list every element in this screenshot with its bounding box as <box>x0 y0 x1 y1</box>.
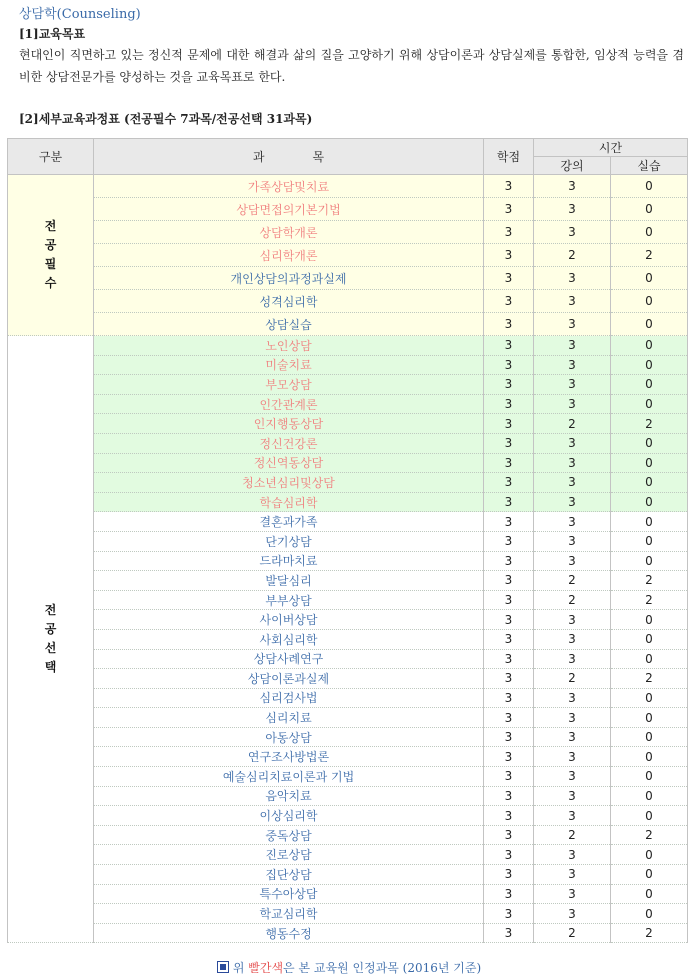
cell-practice: 0 <box>611 453 688 473</box>
cell-credit: 3 <box>484 355 534 375</box>
cell-lecture: 3 <box>534 290 611 313</box>
cell-credit: 3 <box>484 244 534 267</box>
cell-credit: 3 <box>484 649 534 669</box>
cell-credit: 3 <box>484 610 534 630</box>
cell-practice: 0 <box>611 865 688 885</box>
cell-practice: 2 <box>611 923 688 943</box>
cell-credit: 3 <box>484 767 534 787</box>
cell-lecture: 3 <box>534 904 611 924</box>
table-row <box>8 884 688 904</box>
cell-practice: 0 <box>611 786 688 806</box>
subject-name: 사이버상담 <box>94 610 484 630</box>
subject-name: 결혼과가족 <box>94 512 484 532</box>
cell-practice: 0 <box>611 688 688 708</box>
cell-credit: 3 <box>484 492 534 512</box>
cell-lecture: 3 <box>534 845 611 865</box>
subject-name: 정신건강론 <box>94 433 484 453</box>
cell-practice: 0 <box>611 531 688 551</box>
cell-practice: 2 <box>611 669 688 689</box>
table-row <box>8 221 688 244</box>
table-row <box>8 453 688 473</box>
cell-credit: 3 <box>484 786 534 806</box>
note-prefix: 위 <box>232 961 249 975</box>
subject-name: 중독상담 <box>94 825 484 845</box>
legend-note <box>0 959 698 976</box>
subject-name: 개인상담의과정과실제 <box>94 267 484 290</box>
table-row <box>8 747 688 767</box>
subject-name: 노인상담 <box>94 336 484 356</box>
table-row <box>8 571 688 591</box>
table-row <box>8 845 688 865</box>
cell-practice: 0 <box>611 747 688 767</box>
cell-lecture: 3 <box>534 433 611 453</box>
cell-lecture: 3 <box>534 629 611 649</box>
cell-credit: 3 <box>484 473 534 493</box>
table-row <box>8 394 688 414</box>
curriculum-heading: [2]세부교육과정표 (전공필수 7과목/전공선택 31과목) <box>19 112 313 126</box>
header-practice: 실습 <box>611 157 688 175</box>
cell-credit: 3 <box>484 375 534 395</box>
cell-lecture: 3 <box>534 884 611 904</box>
cell-credit: 3 <box>484 669 534 689</box>
cell-lecture: 3 <box>534 175 611 198</box>
table-row <box>8 649 688 669</box>
category-label: 전공선택 <box>44 603 57 675</box>
subject-name: 상담사례연구 <box>94 649 484 669</box>
cell-practice: 0 <box>611 313 688 336</box>
cell-credit: 3 <box>484 904 534 924</box>
table-row <box>8 727 688 747</box>
cell-practice: 0 <box>611 512 688 532</box>
cell-practice: 0 <box>611 433 688 453</box>
table-row <box>8 492 688 512</box>
table-row <box>8 375 688 395</box>
cell-lecture: 3 <box>534 267 611 290</box>
subject-name: 사회심리학 <box>94 629 484 649</box>
table-row <box>8 290 688 313</box>
cell-credit: 3 <box>484 571 534 591</box>
cell-credit: 3 <box>484 336 534 356</box>
cell-credit: 3 <box>484 290 534 313</box>
cell-practice: 0 <box>611 175 688 198</box>
cell-lecture: 3 <box>534 336 611 356</box>
cell-credit: 3 <box>484 512 534 532</box>
cell-practice: 0 <box>611 767 688 787</box>
cell-practice: 0 <box>611 708 688 728</box>
table-row <box>8 244 688 267</box>
cell-lecture: 2 <box>534 244 611 267</box>
cell-credit: 3 <box>484 453 534 473</box>
cell-lecture: 3 <box>534 512 611 532</box>
header-subject: 과 목 <box>94 139 484 175</box>
table-row <box>8 473 688 493</box>
cell-credit: 3 <box>484 551 534 571</box>
cell-lecture: 3 <box>534 375 611 395</box>
table-row <box>8 414 688 434</box>
cell-lecture: 3 <box>534 767 611 787</box>
table-row <box>8 198 688 221</box>
cell-lecture: 2 <box>534 923 611 943</box>
subject-name: 청소년심리및상담 <box>94 473 484 493</box>
curriculum-table <box>7 138 688 943</box>
cell-practice: 0 <box>611 375 688 395</box>
subject-name: 부부상담 <box>94 590 484 610</box>
cell-practice: 2 <box>611 571 688 591</box>
subject-name: 학교심리학 <box>94 904 484 924</box>
category-required <box>8 175 94 336</box>
cell-lecture: 3 <box>534 708 611 728</box>
cell-lecture: 3 <box>534 198 611 221</box>
note-suffix: 은 본 교육원 인정과목 (2016년 기준) <box>283 961 482 975</box>
cell-credit: 3 <box>484 865 534 885</box>
note-highlight: 빨간색 <box>248 961 284 975</box>
cell-lecture: 3 <box>534 355 611 375</box>
cell-lecture: 3 <box>534 221 611 244</box>
cell-lecture: 2 <box>534 590 611 610</box>
subject-name: 진로상담 <box>94 845 484 865</box>
cell-credit: 3 <box>484 590 534 610</box>
cell-practice: 0 <box>611 551 688 571</box>
cell-lecture: 3 <box>534 747 611 767</box>
header-credit: 학점 <box>484 139 534 175</box>
subject-name: 예술심리치료이론과 기법 <box>94 767 484 787</box>
subject-name: 성격심리학 <box>94 290 484 313</box>
cell-practice: 2 <box>611 414 688 434</box>
subject-name: 심리치료 <box>94 708 484 728</box>
subject-name: 집단상담 <box>94 865 484 885</box>
cell-practice: 0 <box>611 904 688 924</box>
subject-name: 상담실습 <box>94 313 484 336</box>
table-row <box>8 433 688 453</box>
cell-practice: 2 <box>611 825 688 845</box>
cell-credit: 3 <box>484 221 534 244</box>
cell-lecture: 3 <box>534 551 611 571</box>
cell-lecture: 3 <box>534 473 611 493</box>
table-row <box>8 669 688 689</box>
cell-credit: 3 <box>484 806 534 826</box>
cell-lecture: 3 <box>534 610 611 630</box>
header-lecture: 강의 <box>534 157 611 175</box>
table-row <box>8 923 688 943</box>
cell-credit: 3 <box>484 313 534 336</box>
cell-lecture: 2 <box>534 825 611 845</box>
cell-credit: 3 <box>484 688 534 708</box>
subject-name: 미술치료 <box>94 355 484 375</box>
square-bullet-icon <box>217 961 229 973</box>
subject-name: 드라마치료 <box>94 551 484 571</box>
cell-credit: 3 <box>484 198 534 221</box>
cell-lecture: 3 <box>534 806 611 826</box>
table-row <box>8 708 688 728</box>
cell-lecture: 3 <box>534 786 611 806</box>
cell-practice: 0 <box>611 290 688 313</box>
table-row <box>8 531 688 551</box>
subject-name: 발달심리 <box>94 571 484 591</box>
cell-lecture: 3 <box>534 727 611 747</box>
cell-credit: 3 <box>484 414 534 434</box>
cell-practice: 0 <box>611 221 688 244</box>
cell-practice: 0 <box>611 473 688 493</box>
cell-practice: 0 <box>611 610 688 630</box>
cell-credit: 3 <box>484 175 534 198</box>
subject-name: 학습심리학 <box>94 492 484 512</box>
cell-credit: 3 <box>484 923 534 943</box>
cell-credit: 3 <box>484 708 534 728</box>
table-row <box>8 313 688 336</box>
category-elective <box>8 336 94 943</box>
table-row <box>8 806 688 826</box>
subject-name: 단기상담 <box>94 531 484 551</box>
cell-lecture: 3 <box>534 394 611 414</box>
cell-credit: 3 <box>484 845 534 865</box>
goal-text: 현대인이 직면하고 있는 정신적 문제에 대한 해결과 삶의 질을 고양하기 위해 상담이론과 상담실제를 통합한, 임상적 능력을 겸비한 상담전문가를 양성하는 것을 교육목표로 한다. <box>19 48 684 84</box>
subject-name: 심리학개론 <box>94 244 484 267</box>
cell-practice: 2 <box>611 590 688 610</box>
table-row <box>8 355 688 375</box>
cell-lecture: 2 <box>534 669 611 689</box>
cell-practice: 2 <box>611 244 688 267</box>
subject-name: 연구조사방법론 <box>94 747 484 767</box>
table-row <box>8 904 688 924</box>
cell-practice: 0 <box>611 806 688 826</box>
subject-name: 부모상담 <box>94 375 484 395</box>
cell-credit: 3 <box>484 884 534 904</box>
subject-name: 행동수정 <box>94 923 484 943</box>
header-category: 구분 <box>8 139 94 175</box>
cell-lecture: 3 <box>534 688 611 708</box>
subject-name: 심리검사법 <box>94 688 484 708</box>
cell-practice: 0 <box>611 884 688 904</box>
cell-practice: 0 <box>611 649 688 669</box>
cell-practice: 0 <box>611 336 688 356</box>
table-row <box>8 267 688 290</box>
cell-credit: 3 <box>484 747 534 767</box>
cell-practice: 0 <box>611 727 688 747</box>
cell-practice: 0 <box>611 394 688 414</box>
cell-practice: 0 <box>611 845 688 865</box>
cell-lecture: 3 <box>534 492 611 512</box>
subject-name: 상담학개론 <box>94 221 484 244</box>
table-row <box>8 610 688 630</box>
category-label: 전공필수 <box>44 219 57 290</box>
cell-credit: 3 <box>484 433 534 453</box>
cell-credit: 3 <box>484 267 534 290</box>
cell-lecture: 3 <box>534 531 611 551</box>
cell-lecture: 2 <box>534 414 611 434</box>
cell-practice: 0 <box>611 629 688 649</box>
subject-name: 특수아상담 <box>94 884 484 904</box>
cell-credit: 3 <box>484 531 534 551</box>
cell-practice: 0 <box>611 267 688 290</box>
cell-lecture: 3 <box>534 313 611 336</box>
cell-lecture: 3 <box>534 453 611 473</box>
cell-credit: 3 <box>484 727 534 747</box>
page-title: 상담학(Counseling) <box>19 7 141 22</box>
subject-name: 가족상담및치료 <box>94 175 484 198</box>
cell-practice: 0 <box>611 355 688 375</box>
cell-credit: 3 <box>484 394 534 414</box>
header-hours: 시간 <box>534 139 688 157</box>
subject-name: 상담이론과실제 <box>94 669 484 689</box>
table-row <box>8 590 688 610</box>
table-row <box>8 512 688 532</box>
subject-name: 상담면접의기본기법 <box>94 198 484 221</box>
table-row <box>8 767 688 787</box>
table-row <box>8 551 688 571</box>
cell-practice: 0 <box>611 198 688 221</box>
goal-heading: [1]교육목표 <box>19 27 86 41</box>
table-row <box>8 336 688 356</box>
subject-name: 인지행동상담 <box>94 414 484 434</box>
subject-name: 정신역동상담 <box>94 453 484 473</box>
table-row <box>8 865 688 885</box>
subject-name: 인간관계론 <box>94 394 484 414</box>
table-row <box>8 175 688 198</box>
cell-credit: 3 <box>484 825 534 845</box>
cell-credit: 3 <box>484 629 534 649</box>
subject-name: 음악치료 <box>94 786 484 806</box>
table-row <box>8 786 688 806</box>
subject-name: 이상심리학 <box>94 806 484 826</box>
cell-practice: 0 <box>611 492 688 512</box>
table-row <box>8 629 688 649</box>
cell-lecture: 2 <box>534 571 611 591</box>
table-row <box>8 688 688 708</box>
cell-lecture: 3 <box>534 649 611 669</box>
table-row <box>8 825 688 845</box>
curriculum-body <box>8 175 688 943</box>
subject-name: 아동상담 <box>94 727 484 747</box>
cell-lecture: 3 <box>534 865 611 885</box>
